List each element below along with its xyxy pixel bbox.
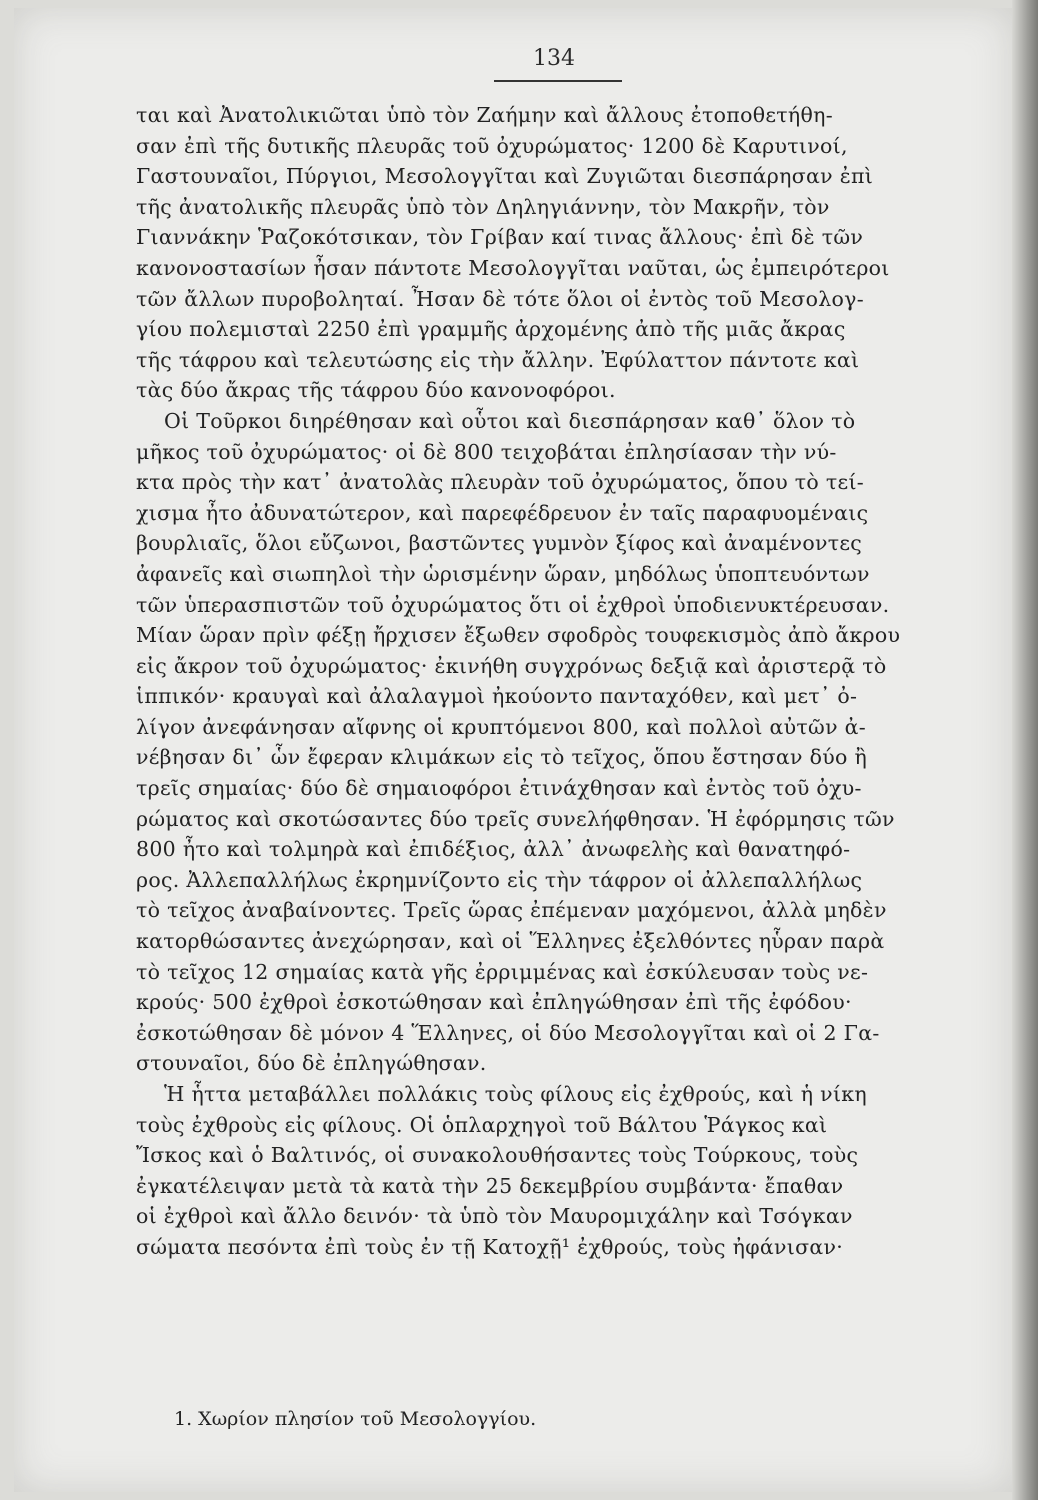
text-line: κτα πρὸς τὴν κατ᾽ ἀνατολὰς πλευρὰν τοῦ ὀχυρώματος, ὅπου τὸ τεί- <box>136 470 865 495</box>
text-line: Μίαν ὥραν πρὶν φέξῃ ἤρχισεν ἔξωθεν σφοδρὸς τουφεκισμὸς ἀπὸ ἄκρου <box>136 623 901 648</box>
text-line: τὸ τεῖχος ἀναβαίνοντες. Τρεῖς ὥρας ἐπέμεναν μαχόμενοι, ἀλλὰ μηδὲν <box>136 898 887 923</box>
text-line: τὰς δύο ἄκρας τῆς τάφρου δύο κανονοφόροι. <box>136 378 616 403</box>
book-page <box>14 8 1012 1492</box>
text-line: ἐγκατέλειψαν μετὰ τὰ κατὰ τὴν 25 δεκεμβρίου συμβάντα· ἔπαθαν <box>136 1173 844 1198</box>
text-line: λίγον ἀνεφάνησαν αἴφνης οἱ κρυπτόμενοι 800, καὶ πολλοὶ αὐτῶν ἀ- <box>136 714 867 739</box>
text-line: τοὺς ἐχθροὺς εἰς φίλους. Οἱ ὁπλαρχηγοὶ τοῦ Βάλτου Ῥάγκος καὶ <box>136 1112 828 1137</box>
text-line: ἱππικόν· κραυγαὶ καὶ ἀλαλαγμοὶ ἠκούοντο πανταχόθεν, καὶ μετ᾽ ὀ- <box>136 684 858 709</box>
text-line: τῆς τάφρου καὶ τελευτώσης εἰς τὴν ἄλλην. Ἐφύλαττον πάντοτε καὶ <box>136 347 860 372</box>
text-line: χισμα ἦτο ἀδυνατώτερον, καὶ παρεφέδρευον ἐν ταῖς παραφυομέναις <box>136 500 869 525</box>
text-line: τῶν ἄλλων πυροβοληταί. Ἦσαν δὲ τότε ὅλοι οἱ ἐντὸς τοῦ Μεσολογ- <box>136 286 864 311</box>
text-line: 800 ἦτο καὶ τολμηρὰ καὶ ἐπιδέξιος, ἀλλ᾽ ἀνωφελὴς καὶ θανατηφό- <box>136 837 851 862</box>
text-line: Γιαννάκην Ῥαζοκότσικαν, τὸν Γρίβαν καί τινας ἄλλους· ἐπὶ δὲ τῶν <box>136 225 864 250</box>
text-line: Γαστουναῖοι, Πύργιοι, Μεσολογγῖται καὶ Ζυγιῶται διεσπάρησαν ἐπὶ <box>136 164 874 189</box>
text-line: νέβησαν δι᾽ ὧν ἔφεραν κλιμάκων εἰς τὸ τεῖχος, ὅπου ἔστησαν δύο ἢ <box>136 745 868 770</box>
text-line: ἐσκοτώθησαν δὲ μόνον 4 Ἕλληνες, οἱ δύο Μεσολογγῖται καὶ οἱ 2 Γα- <box>136 1020 880 1045</box>
text-line: σώματα πεσόντα ἐπὶ τοὺς ἐν τῇ Κατοχῇ¹ ἐχθρούς, τοὺς ἠφάνισαν· <box>136 1234 844 1259</box>
text-line: ρος. Ἀλλεπαλλήλως ἐκρημνίζοντο εἰς τὴν τάφρον οἱ ἀλλεπαλλήλως <box>136 867 863 892</box>
text-line: οἱ ἐχθροὶ καὶ ἄλλο δεινόν· τὰ ὑπὸ τὸν Μαυρομιχάλην καὶ Τσόγκαν <box>136 1204 853 1229</box>
text-line: τῆς ἀνατολικῆς πλευρᾶς ὑπὸ τὸν Δηληγιάννην, τὸν Μακρῆν, τὸν <box>136 194 830 219</box>
page-number: 134 <box>533 46 575 71</box>
text-line: γίου πολεμισταὶ 2250 ἐπὶ γραμμῆς ἀρχομένης ἀπὸ τῆς μιᾶς ἄκρας <box>136 317 846 342</box>
text-line: κρούς· 500 ἐχθροὶ ἐσκοτώθησαν καὶ ἐπληγώθησαν ἐπὶ τῆς ἐφόδου· <box>136 990 852 1015</box>
footnote: 1. Χωρίον πλησίον τοῦ Μεσολογγίου. <box>174 1408 537 1430</box>
text-line: μῆκος τοῦ ὀχυρώματος· οἱ δὲ 800 τειχοβάται ἐπλησίασαν τὴν νύ- <box>136 439 837 464</box>
text-line: ρώματος καὶ σκοτώσαντες δύο τρεῖς συνελήφθησαν. Ἡ ἐφόρμησις τῶν <box>136 806 895 831</box>
text-line: Οἱ Τοῦρκοι διηρέθησαν καὶ οὗτοι καὶ διεσπάρησαν καθ᾽ ὅλον τὸ <box>164 408 856 433</box>
text-line: τῶν ὑπερασπιστῶν τοῦ ὀχυρώματος ὅτι οἱ ἐχθροὶ ὑποδιενυκτέρευσαν. <box>136 592 890 617</box>
body-text <box>136 100 978 1263</box>
text-line: Ἡ ἧττα μεταβάλλει πολλάκις τοὺς φίλους εἰς ἐχθρούς, καὶ ἡ νίκη <box>164 1082 867 1106</box>
text-line: ἀφανεῖς καὶ σιωπηλοὶ τὴν ὡρισμένην ὥραν, μηδόλως ὑποπτευόντων <box>136 561 870 586</box>
text-line: στουναῖοι, δύο δὲ ἐπληγώθησαν. <box>136 1051 487 1076</box>
text-line: τρεῖς σημαίας· δύο δὲ σημαιοφόροι ἐτινάχθησαν καὶ ἐντὸς τοῦ ὀχυ- <box>136 776 862 801</box>
text-line: σαν ἐπὶ τῆς δυτικῆς πλευρᾶς τοῦ ὀχυρώματος· 1200 δὲ Καρυτινοί, <box>136 133 848 158</box>
text-line: κατορθώσαντες ἀνεχώρησαν, καὶ οἱ Ἕλληνες ἐξελθόντες ηὗραν παρὰ <box>136 929 885 954</box>
text-line: ται καὶ Ἀνατολικιῶται ὑπὸ τὸν Ζαήμην καὶ ἄλλους ἐτοποθετήθη- <box>136 103 833 127</box>
text-line: κανονοστασίων ἦσαν πάντοτε Μεσολογγῖται ναῦται, ὡς ἐμπειρότεροι <box>136 255 890 280</box>
text-line: βουρλιαῖς, ὅλοι εὔζωνοι, βαστῶντες γυμνὸν ξίφος καὶ ἀναμένοντες <box>136 531 863 556</box>
page-number-rule <box>494 80 622 82</box>
text-line: εἰς ἄκρον τοῦ ὀχυρώματος· ἐκινήθη συγχρόνως δεξιᾷ καὶ ἀριστερᾷ τὸ <box>136 653 887 678</box>
text-line: Ἴσκος καὶ ὁ Βαλτινός, οἱ συνακολουθήσαντες τοὺς Τούρκους, τοὺς <box>136 1143 859 1168</box>
text-line: τὸ τεῖχος 12 σημαίας κατὰ γῆς ἐρριμμένας καὶ ἐσκύλευσαν τοὺς νε- <box>136 959 869 984</box>
page-edge-shadow <box>1012 0 1038 1500</box>
